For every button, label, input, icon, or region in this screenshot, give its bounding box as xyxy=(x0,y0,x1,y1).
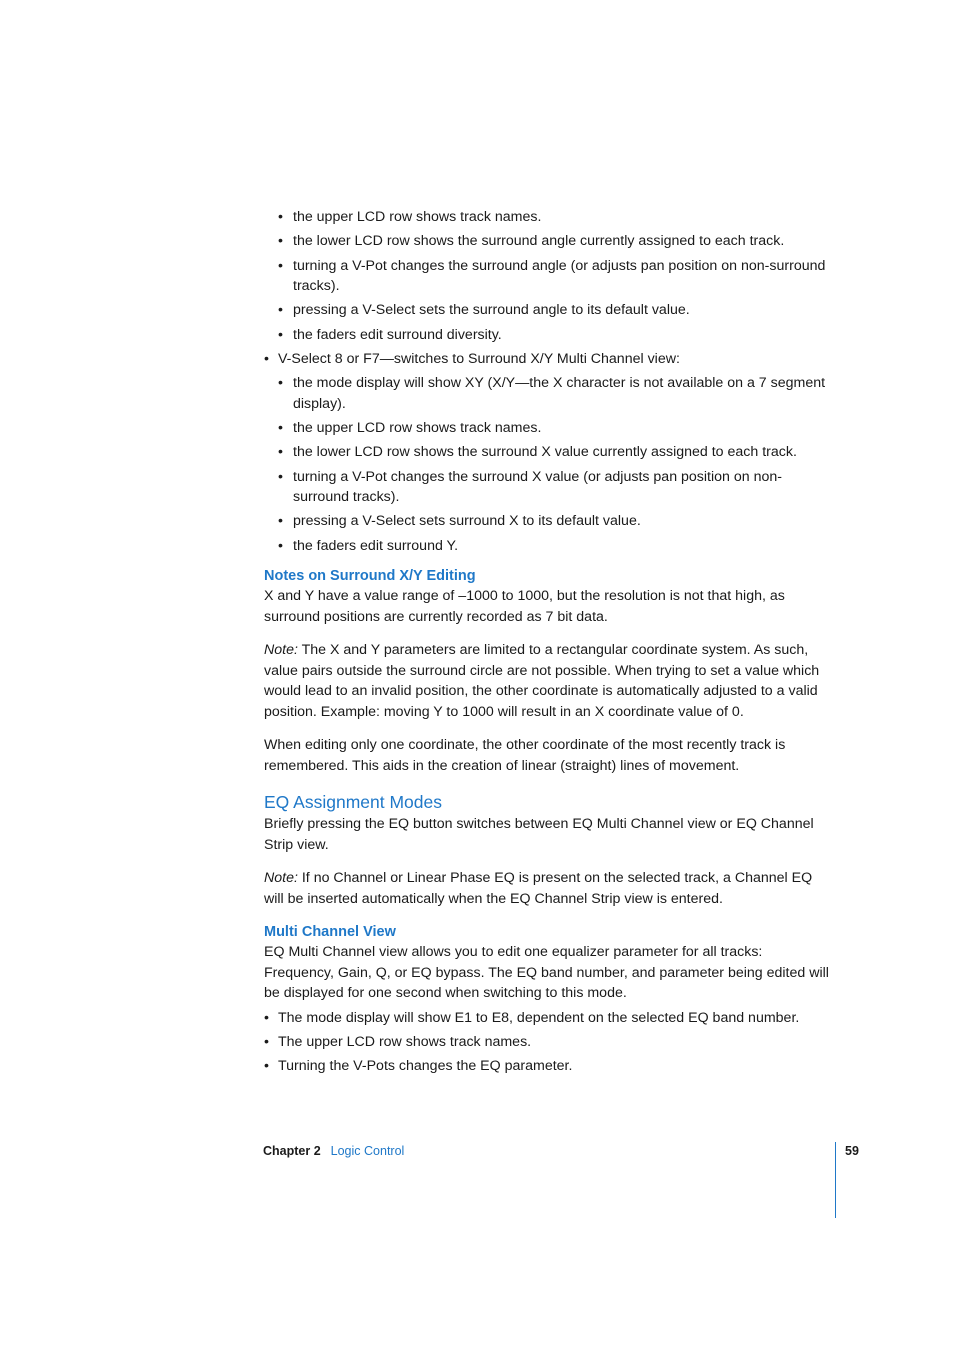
note-label: Note: xyxy=(264,870,298,887)
vselect8-list xyxy=(264,349,834,556)
eq-assignment-paragraph: Briefly pressing the EQ button switches between EQ Multi Channel view or EQ Channel Strip view. xyxy=(264,816,814,853)
list-item: • the upper LCD row shows track names. xyxy=(278,207,834,228)
list-item: • the faders edit surround Y. xyxy=(278,536,834,557)
eq-assignment-heading: EQ Assignment Modes xyxy=(264,792,442,813)
surround-angle-list xyxy=(278,207,834,345)
note-text: If no Channel or Linear Phase EQ is present on the selected track, a Channel EQ will be inserted automatically when the EQ Channel Strip view is entered. xyxy=(264,870,813,907)
list-item: • Turning the V-Pots changes the EQ parameter. xyxy=(264,1056,834,1077)
list-item: • pressing a V-Select sets surround X to its default value. xyxy=(278,511,834,532)
footer-chapter: Chapter 2 xyxy=(263,1144,321,1158)
notes-surround-paragraph: X and Y have a value range of –1000 to 1000, but the resolution is not that high, as surround positions are currently recorded as 7 bit data. xyxy=(264,588,785,625)
list-item: • the faders edit surround diversity. xyxy=(278,325,834,346)
surround-xy-list xyxy=(278,373,834,556)
notes-surround-paragraph-2: When editing only one coordinate, the other coordinate of the most recently track is remembered. This aids in the creation of linear (straight) lines of movement. xyxy=(264,737,786,774)
list-item: • turning a V-Pot changes the surround X value (or adjusts pan position on non-surround tracks). xyxy=(278,467,834,508)
list-item: • pressing a V-Select sets the surround angle to its default value. xyxy=(278,300,834,321)
list-item: • the mode display will show XY (X/Y—the X character is not available on a 7 segment display). xyxy=(278,373,834,414)
list-item: • The mode display will show E1 to E8, dependent on the selected EQ band number. xyxy=(264,1008,834,1029)
page-footer xyxy=(263,1141,404,1161)
eq-assignment-note xyxy=(264,868,834,909)
list-item: • The upper LCD row shows track names. xyxy=(264,1032,834,1053)
notes-surround-heading: Notes on Surround X/Y Editing xyxy=(264,568,476,585)
multi-channel-list xyxy=(264,1008,834,1077)
footer-chapter-title: Logic Control xyxy=(330,1144,405,1158)
page-content xyxy=(264,207,834,1080)
multi-channel-paragraph: EQ Multi Channel view allows you to edit one equalizer parameter for all tracks: Frequency, Gain, Q, or EQ bypass. The EQ band number, and parameter being edited will be displayed for one second when switching to this mode. xyxy=(264,944,829,1002)
list-item-vselect8 xyxy=(264,349,834,556)
vselect8-label: V-Select 8 or F7—switches to Surround X/Y Multi Channel view: xyxy=(278,350,680,367)
list-item: • turning a V-Pot changes the surround angle (or adjusts pan position on non-surround tracks). xyxy=(278,256,834,297)
list-item: • the lower LCD row shows the surround angle currently assigned to each track. xyxy=(278,231,834,252)
list-item: • the lower LCD row shows the surround X value currently assigned to each track. xyxy=(278,442,834,463)
list-item: • the upper LCD row shows track names. xyxy=(278,418,834,439)
notes-surround-note xyxy=(264,640,834,722)
note-label: Note: xyxy=(264,642,298,659)
note-text: The X and Y parameters are limited to a rectangular coordinate system. As such, value pairs outside the surround circle are not possible. When trying to set a value which would lead to an invalid position, the other coordinate is automatically adjusted to a valid position. Example: moving Y to 1000 will result in an X coordinate value of 0. xyxy=(264,642,820,720)
page-number: 59 xyxy=(845,1144,859,1158)
footer-divider xyxy=(835,1142,836,1218)
multi-channel-heading: Multi Channel View xyxy=(264,924,396,941)
